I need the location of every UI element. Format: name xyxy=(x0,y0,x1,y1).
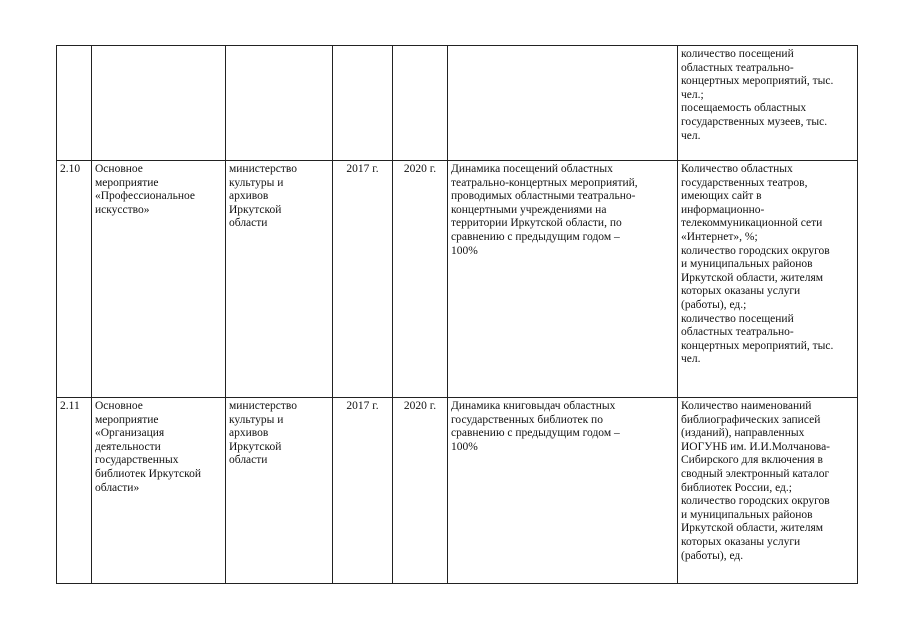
text-line: культуры и xyxy=(229,176,284,189)
text-line: Основное xyxy=(95,400,143,412)
text-line: сводный электронный каталог xyxy=(681,467,830,480)
text-line: «Организация xyxy=(95,427,165,440)
text-line: библиотек Иркутской xyxy=(95,467,202,480)
text-line: концертными учреждениями на xyxy=(451,203,607,216)
indicators-cell xyxy=(678,161,858,398)
text-line: которых оказаны услуги xyxy=(681,535,801,548)
indicators-cell xyxy=(678,398,858,584)
text-line: чел. xyxy=(681,129,701,142)
text-line: искусство» xyxy=(95,203,150,216)
text-line: проводимых областными театрально- xyxy=(451,190,636,203)
text-line: культуры и xyxy=(229,413,284,426)
row-number xyxy=(57,46,92,161)
text-line: Динамика посещений областных xyxy=(451,163,613,175)
text-line: области xyxy=(229,217,268,230)
text-line: государственных музеев, тыс. xyxy=(681,115,828,128)
result-cell xyxy=(448,46,678,161)
text-line: Иркутской xyxy=(229,440,282,453)
text-line: чел.; xyxy=(681,88,704,101)
text-line: Количество областных xyxy=(681,163,793,175)
text-line: (работы), ед. xyxy=(681,549,744,562)
executor-cell xyxy=(226,161,333,398)
text-line: государственных театров, xyxy=(681,176,808,189)
text-line: сравнению с предыдущим годом – xyxy=(451,427,620,440)
text-line: областных театрально- xyxy=(681,326,794,339)
text-line: Сибирского для включения в xyxy=(681,454,823,467)
text-line: «Профессиональное xyxy=(95,190,196,203)
text-line: архивов xyxy=(229,427,269,440)
table-row xyxy=(57,161,858,398)
event-cell xyxy=(92,46,226,161)
executor-cell xyxy=(226,398,333,584)
text-line: которых оказаны услуги xyxy=(681,285,801,298)
text-line: 100% xyxy=(451,440,478,453)
text-line: деятельности xyxy=(95,440,161,453)
start-year xyxy=(333,46,393,161)
text-line: телекоммуникационной сети xyxy=(681,217,823,230)
text-line: библиотек России, ед.; xyxy=(681,481,792,494)
text-line: и муниципальных районов xyxy=(681,258,813,271)
result-cell xyxy=(448,398,678,584)
executor-cell xyxy=(226,46,333,161)
text-line: сравнению с предыдущим годом – xyxy=(451,230,620,243)
text-line: Иркутской xyxy=(229,203,282,216)
event-cell xyxy=(92,398,226,584)
text-line: мероприятие xyxy=(95,413,159,426)
start-year: 2017 г. xyxy=(333,161,393,398)
text-line: области» xyxy=(95,481,140,494)
text-line: министерство xyxy=(229,163,297,175)
text-line: Количество наименований xyxy=(681,400,812,412)
text-line: количество городских округов xyxy=(681,244,830,257)
text-line: информационно- xyxy=(681,203,765,216)
text-line: чел. xyxy=(681,353,701,366)
end-year: 2020 г. xyxy=(393,161,448,398)
row-number: 2.11 xyxy=(57,398,92,584)
program-table xyxy=(56,45,858,584)
text-line: Иркутской области, жителям xyxy=(681,271,824,284)
text-line: театрально-концертных мероприятий, xyxy=(451,176,638,189)
indicators-cell xyxy=(678,46,858,161)
text-line: ИОГУНБ им. И.И.Молчанова- xyxy=(681,440,831,453)
text-line: архивов xyxy=(229,190,269,203)
text-line: имеющих сайт в xyxy=(681,190,762,203)
text-line: количество посещений xyxy=(681,48,794,60)
text-line: (работы), ед.; xyxy=(681,298,747,311)
end-year xyxy=(393,46,448,161)
table-row xyxy=(57,46,858,161)
start-year: 2017 г. xyxy=(333,398,393,584)
text-line: государственных xyxy=(95,454,179,467)
text-line: «Интернет», %; xyxy=(681,230,758,243)
event-cell xyxy=(92,161,226,398)
text-line: мероприятие xyxy=(95,176,159,189)
text-line: области xyxy=(229,454,268,467)
table-row xyxy=(57,398,858,584)
result-cell xyxy=(448,161,678,398)
text-line: областных театрально- xyxy=(681,61,794,74)
text-line: посещаемость областных xyxy=(681,102,807,115)
text-line: 100% xyxy=(451,244,478,257)
text-line: библиографических записей xyxy=(681,413,821,426)
text-line: и муниципальных районов xyxy=(681,508,813,521)
text-line: территории Иркутской области, по xyxy=(451,217,622,230)
text-line: (изданий), направленных xyxy=(681,427,805,440)
text-line: министерство xyxy=(229,400,297,412)
text-line: Основное xyxy=(95,163,143,175)
text-line: количество городских округов xyxy=(681,495,830,508)
row-number: 2.10 xyxy=(57,161,92,398)
text-line: Иркутской области, жителям xyxy=(681,522,824,535)
text-line: государственных библиотек по xyxy=(451,413,603,426)
end-year: 2020 г. xyxy=(393,398,448,584)
text-line: концертных мероприятий, тыс. xyxy=(681,339,834,352)
text-line: концертных мероприятий, тыс. xyxy=(681,75,834,88)
text-line: количество посещений xyxy=(681,312,794,325)
text-line: Динамика книговыдач областных xyxy=(451,400,616,412)
